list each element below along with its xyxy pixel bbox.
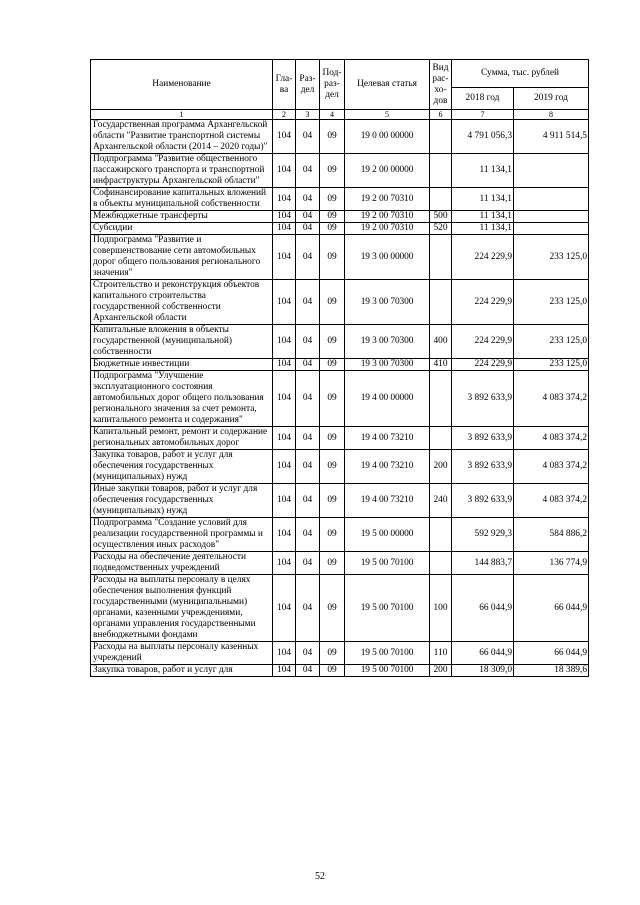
row-razdel: 04 [296, 642, 320, 665]
row-amount-2018: 144 883,7 [452, 552, 514, 575]
column-number: 6 [430, 110, 452, 120]
row-amount-2019 [514, 154, 589, 188]
row-amount-2018: 18 309,0 [452, 665, 514, 677]
row-expense-type: 200 [430, 450, 452, 484]
row-name: Подпрограмма "Улучшение эксплуатационного состояния автомобильных дорог общего пользования регионального значения за счет ремонта, капитального ремонта и содержания" [91, 371, 273, 427]
row-podrazdel: 09 [320, 223, 345, 235]
row-amount-2018: 224 229,9 [452, 280, 514, 325]
row-glava: 104 [273, 280, 296, 325]
row-razdel: 04 [296, 325, 320, 359]
row-razdel: 04 [296, 552, 320, 575]
row-glava: 104 [273, 120, 296, 154]
row-podrazdel: 09 [320, 359, 345, 371]
row-expense-type [430, 188, 452, 211]
row-glava: 104 [273, 154, 296, 188]
row-target-article: 19 5 00 70100 [345, 552, 430, 575]
row-glava: 104 [273, 235, 296, 280]
column-number: 3 [296, 110, 320, 120]
row-amount-2019: 4 083 374,2 [514, 484, 589, 518]
row-name: Расходы на выплаты персоналу казенных учреждений [91, 642, 273, 665]
row-podrazdel: 09 [320, 450, 345, 484]
row-glava: 104 [273, 211, 296, 223]
row-amount-2019: 584 886,2 [514, 518, 589, 552]
row-name: Государственная программа Архангельской области "Развитие транспортной системы Архангельской области (2014 – 2020 годы)" [91, 120, 273, 154]
row-name: Расходы на обеспечение деятельности подведомственных учреждений [91, 552, 273, 575]
row-amount-2018: 3 892 633,9 [452, 427, 514, 450]
table-row [91, 518, 589, 552]
row-name: Закупка товаров, работ и услуг для [91, 665, 273, 677]
row-amount-2019: 4 083 374,2 [514, 450, 589, 484]
row-razdel: 04 [296, 223, 320, 235]
row-amount-2019: 136 774,9 [514, 552, 589, 575]
row-podrazdel: 09 [320, 211, 345, 223]
row-name: Строительство и реконструкция объектов капитального строительства государственной собственности Архангельской области [91, 280, 273, 325]
row-amount-2018: 4 791 056,3 [452, 120, 514, 154]
row-podrazdel: 09 [320, 154, 345, 188]
row-glava: 104 [273, 359, 296, 371]
row-glava: 104 [273, 518, 296, 552]
row-expense-type: 500 [430, 211, 452, 223]
row-name: Иные закупки товаров, работ и услуг для обеспечения государственных (муниципальных) нужд [91, 484, 273, 518]
row-glava: 104 [273, 552, 296, 575]
header-year-2019: 2019 год [514, 88, 589, 110]
row-amount-2018: 224 229,9 [452, 359, 514, 371]
row-razdel: 04 [296, 518, 320, 552]
row-amount-2019: 233 125,0 [514, 280, 589, 325]
row-expense-type: 240 [430, 484, 452, 518]
row-podrazdel: 09 [320, 552, 345, 575]
table-row [91, 280, 589, 325]
row-razdel: 04 [296, 665, 320, 677]
row-target-article: 19 4 00 73210 [345, 484, 430, 518]
row-podrazdel: 09 [320, 235, 345, 280]
row-expense-type: 520 [430, 223, 452, 235]
row-expense-type: 400 [430, 325, 452, 359]
header-podrazdel: Под-раз-дел [320, 60, 345, 110]
row-podrazdel: 09 [320, 518, 345, 552]
row-target-article: 19 3 00 00000 [345, 235, 430, 280]
row-name: Капитальные вложения в объекты государственной (муниципальной) собственности [91, 325, 273, 359]
row-amount-2018: 3 892 633,9 [452, 484, 514, 518]
row-expense-type [430, 371, 452, 427]
row-glava: 104 [273, 450, 296, 484]
table-row [91, 575, 589, 642]
row-amount-2019: 66 044,9 [514, 575, 589, 642]
header-sum: Сумма, тыс. рублей [452, 60, 589, 88]
table-row [91, 359, 589, 371]
row-expense-type [430, 154, 452, 188]
table-row [91, 552, 589, 575]
row-name: Расходы на выплаты персоналу в целях обеспечения выполнения функций государственными (муниципальными) органами, казенными учреждениями, органами управления государственными внебюджетными фондами [91, 575, 273, 642]
row-glava: 104 [273, 325, 296, 359]
row-target-article: 19 3 00 70300 [345, 280, 430, 325]
row-podrazdel: 09 [320, 484, 345, 518]
row-name: Субсидии [91, 223, 273, 235]
row-glava: 104 [273, 484, 296, 518]
row-razdel: 04 [296, 154, 320, 188]
row-target-article: 19 3 00 70300 [345, 325, 430, 359]
row-glava: 104 [273, 642, 296, 665]
row-target-article: 19 5 00 70100 [345, 575, 430, 642]
row-amount-2019 [514, 223, 589, 235]
row-amount-2019: 233 125,0 [514, 359, 589, 371]
table-row [91, 211, 589, 223]
row-podrazdel: 09 [320, 427, 345, 450]
row-expense-type [430, 280, 452, 325]
row-expense-type [430, 235, 452, 280]
column-number: 5 [345, 110, 430, 120]
row-razdel: 04 [296, 427, 320, 450]
table-row [91, 450, 589, 484]
row-glava: 104 [273, 223, 296, 235]
row-amount-2019: 66 044,9 [514, 642, 589, 665]
table-row [91, 235, 589, 280]
header-expense-type: Вид рас-хо-дов [430, 60, 452, 110]
row-razdel: 04 [296, 235, 320, 280]
table-row [91, 223, 589, 235]
row-name: Подпрограмма "Развитие общественного пассажирского транспорта и транспортной инфраструктуры Архангельской области" [91, 154, 273, 188]
row-amount-2018: 3 892 633,9 [452, 450, 514, 484]
row-name: Межбюджетные трансферты [91, 211, 273, 223]
row-razdel: 04 [296, 120, 320, 154]
row-expense-type: 110 [430, 642, 452, 665]
row-expense-type [430, 427, 452, 450]
row-amount-2019: 4 083 374,2 [514, 427, 589, 450]
row-target-article: 19 2 00 70310 [345, 211, 430, 223]
row-podrazdel: 09 [320, 665, 345, 677]
row-amount-2019: 233 125,0 [514, 325, 589, 359]
table-row [91, 484, 589, 518]
table-row [91, 154, 589, 188]
row-expense-type: 200 [430, 665, 452, 677]
row-razdel: 04 [296, 188, 320, 211]
row-amount-2018: 592 929,3 [452, 518, 514, 552]
row-name: Бюджетные инвестиции [91, 359, 273, 371]
header-razdel: Раз-дел [296, 60, 320, 110]
row-amount-2018: 224 229,9 [452, 235, 514, 280]
row-amount-2018: 224 229,9 [452, 325, 514, 359]
row-razdel: 04 [296, 280, 320, 325]
row-expense-type [430, 120, 452, 154]
row-target-article: 19 4 00 73210 [345, 450, 430, 484]
row-amount-2019 [514, 188, 589, 211]
table-row [91, 665, 589, 677]
header-name: Наименование [91, 60, 273, 110]
row-podrazdel: 09 [320, 575, 345, 642]
header-glava: Гла-ва [273, 60, 296, 110]
row-glava: 104 [273, 575, 296, 642]
row-expense-type [430, 552, 452, 575]
row-amount-2018: 11 134,1 [452, 223, 514, 235]
table-row [91, 325, 589, 359]
row-podrazdel: 09 [320, 325, 345, 359]
column-number: 1 [91, 110, 273, 120]
column-number: 8 [514, 110, 589, 120]
table-row [91, 188, 589, 211]
row-amount-2018: 11 134,1 [452, 211, 514, 223]
row-razdel: 04 [296, 575, 320, 642]
row-podrazdel: 09 [320, 642, 345, 665]
page-number: 52 [315, 871, 325, 882]
row-amount-2018: 11 134,1 [452, 188, 514, 211]
row-glava: 104 [273, 427, 296, 450]
column-number: 2 [273, 110, 296, 120]
row-podrazdel: 09 [320, 371, 345, 427]
row-amount-2018: 11 134,1 [452, 154, 514, 188]
row-razdel: 04 [296, 450, 320, 484]
table-row [91, 642, 589, 665]
row-razdel: 04 [296, 211, 320, 223]
row-amount-2018: 66 044,9 [452, 575, 514, 642]
budget-table [90, 59, 589, 677]
row-amount-2018: 66 044,9 [452, 642, 514, 665]
row-target-article: 19 2 00 70310 [345, 188, 430, 211]
row-target-article: 19 5 00 70100 [345, 642, 430, 665]
row-target-article: 19 5 00 00000 [345, 518, 430, 552]
row-amount-2019: 233 125,0 [514, 235, 589, 280]
row-name: Подпрограмма "Создание условий для реализации государственной программы и осуществления иных расходов" [91, 518, 273, 552]
row-name: Капитальный ремонт, ремонт и содержание региональных автомобильных дорог [91, 427, 273, 450]
header-target-article: Целевая статья [345, 60, 430, 110]
row-podrazdel: 09 [320, 280, 345, 325]
row-expense-type: 410 [430, 359, 452, 371]
row-name: Подпрограмма "Развитие и совершенствование сети автомобильных дорог общего пользования регионального значения" [91, 235, 273, 280]
row-razdel: 04 [296, 484, 320, 518]
row-expense-type: 100 [430, 575, 452, 642]
row-glava: 104 [273, 665, 296, 677]
row-target-article: 19 4 00 00000 [345, 371, 430, 427]
row-amount-2019: 4 911 514,5 [514, 120, 589, 154]
table-row [91, 120, 589, 154]
row-amount-2019: 18 389,6 [514, 665, 589, 677]
row-razdel: 04 [296, 359, 320, 371]
row-target-article: 19 0 00 00000 [345, 120, 430, 154]
row-target-article: 19 4 00 73210 [345, 427, 430, 450]
row-expense-type [430, 518, 452, 552]
row-podrazdel: 09 [320, 120, 345, 154]
row-glava: 104 [273, 371, 296, 427]
row-amount-2018: 3 892 633,9 [452, 371, 514, 427]
column-number: 4 [320, 110, 345, 120]
row-razdel: 04 [296, 371, 320, 427]
row-target-article: 19 5 00 70100 [345, 665, 430, 677]
row-target-article: 19 3 00 70300 [345, 359, 430, 371]
table-row [91, 427, 589, 450]
row-podrazdel: 09 [320, 188, 345, 211]
row-amount-2019: 4 083 374,2 [514, 371, 589, 427]
row-name: Софинансирование капитальных вложений в объекты муниципальной собственности [91, 188, 273, 211]
row-target-article: 19 2 00 00000 [345, 154, 430, 188]
column-number: 7 [452, 110, 514, 120]
row-name: Закупка товаров, работ и услуг для обеспечения государственных (муниципальных) нужд [91, 450, 273, 484]
row-amount-2019 [514, 211, 589, 223]
table-row [91, 371, 589, 427]
header-year-2018: 2018 год [452, 88, 514, 110]
column-number-row [91, 110, 589, 120]
row-glava: 104 [273, 188, 296, 211]
row-target-article: 19 2 00 70310 [345, 223, 430, 235]
